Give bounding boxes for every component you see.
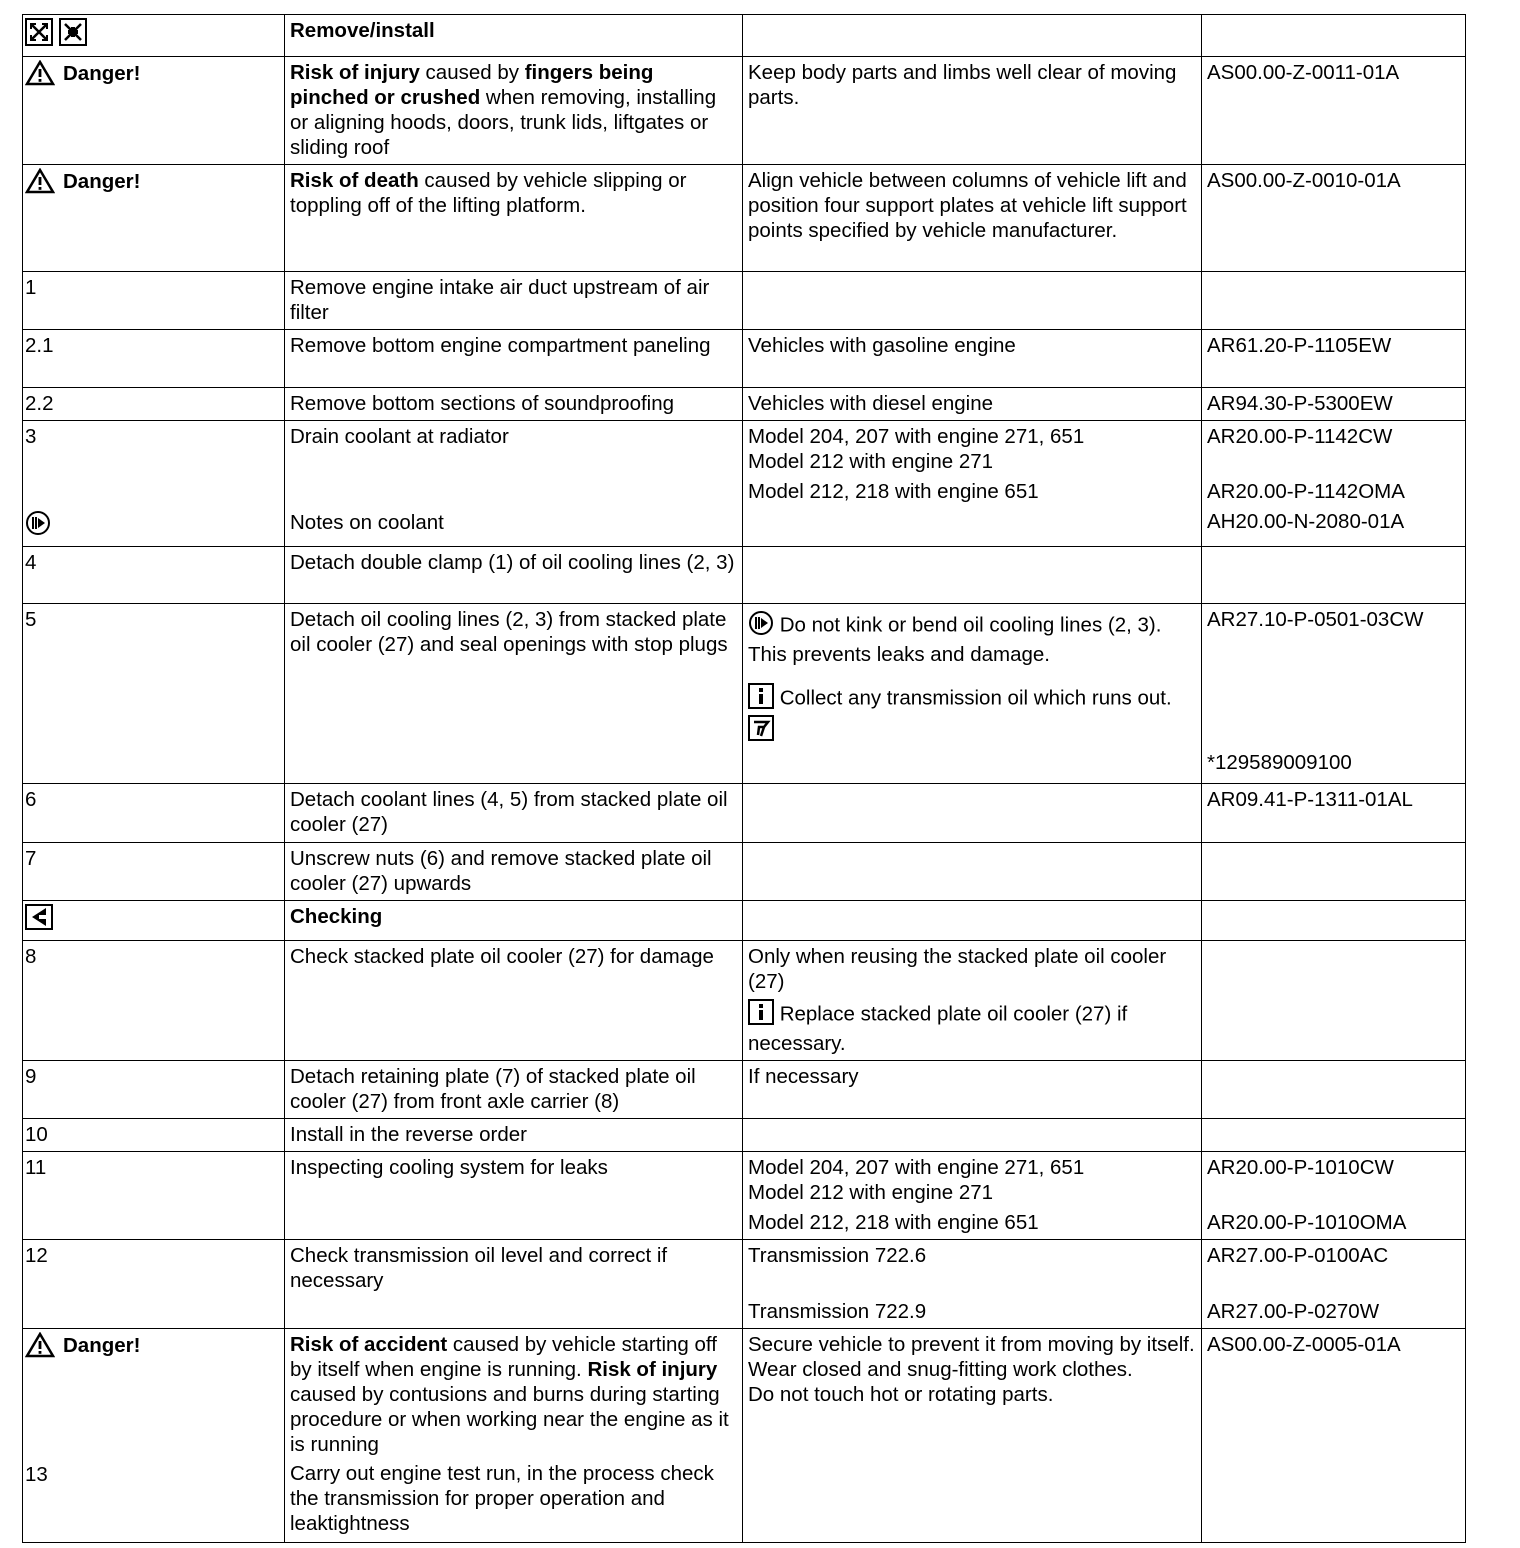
table-row xyxy=(23,547,1466,604)
step-number: 3 xyxy=(25,425,37,448)
reference-link[interactable]: AR27.10-P-0501-03CW xyxy=(1207,608,1424,631)
table-row xyxy=(23,604,1466,784)
warning-icon xyxy=(25,168,55,194)
table-row xyxy=(23,388,1466,421)
step-number: 2.1 xyxy=(25,334,54,357)
note-text: Keep body parts and limbs well clear of moving parts. xyxy=(748,61,1177,109)
reference-link[interactable]: AR61.20-P-1105EW xyxy=(1207,334,1392,357)
warning-icon xyxy=(25,60,55,86)
danger-badge xyxy=(25,60,140,86)
step-text: Notes on coolant xyxy=(290,511,444,534)
step-number: 12 xyxy=(25,1244,48,1267)
reference-link[interactable]: AS00.00-Z-0010-01A xyxy=(1207,169,1401,192)
danger-label: Danger! xyxy=(63,61,141,85)
reference-link[interactable]: AS00.00-Z-0011-01A xyxy=(1207,61,1400,84)
reference-link[interactable]: AR27.00-P-0270W xyxy=(1207,1300,1380,1323)
table-row xyxy=(23,901,1466,941)
step-number: 13 xyxy=(25,1463,48,1486)
info-icon xyxy=(748,683,774,715)
note-text: Model 204, 207 with engine 271, 651 xyxy=(748,1156,1085,1179)
note-text: Transmission 722.9 xyxy=(748,1300,927,1323)
step-number: 10 xyxy=(25,1123,48,1146)
step-text: Drain coolant at radiator xyxy=(290,425,509,448)
reference-link[interactable]: AH20.00-N-2080-01A xyxy=(1207,510,1405,533)
step-number: 8 xyxy=(25,945,37,968)
step-number: 4 xyxy=(25,551,37,574)
step-number: 6 xyxy=(25,788,37,811)
table-row xyxy=(23,330,1466,388)
table-row xyxy=(23,1240,1466,1329)
risk-type: Risk of death xyxy=(290,169,419,192)
danger-badge xyxy=(25,1332,140,1358)
step-number: 1 xyxy=(25,276,37,299)
remove-icon xyxy=(25,18,53,52)
step-text: Detach oil cooling lines (2, 3) from stacked plate oil cooler (27) and seal openings with stop plugs xyxy=(290,608,728,656)
table-row xyxy=(23,15,1466,57)
risk-type: Risk of injury xyxy=(587,1358,718,1381)
step-text: Remove engine intake air duct upstream of air filter xyxy=(290,276,710,324)
note-text: Model 212 with engine 271 xyxy=(748,1181,994,1204)
risk-text: caused by vehicle starting off by itself when engine is running. xyxy=(290,1333,717,1381)
note-text: Collect any transmission oil which runs out. xyxy=(774,686,1172,710)
note-text: Align vehicle between columns of vehicle lift and position four support plates at vehicle lift support points specified by vehicle manufacturer. xyxy=(748,169,1187,242)
table-row xyxy=(23,165,1466,272)
step-text: Install in the reverse order xyxy=(290,1123,528,1146)
step-number: 2.2 xyxy=(25,392,54,415)
note-text: Transmission 722.6 xyxy=(748,1244,927,1267)
step-number: 11 xyxy=(25,1156,47,1179)
table-row xyxy=(23,272,1466,330)
table-row xyxy=(23,57,1466,165)
checking-icon xyxy=(25,904,53,936)
step-text: Check stacked plate oil cooler (27) for damage xyxy=(290,945,714,968)
table-row xyxy=(23,784,1466,843)
reference-link[interactable]: AR27.00-P-0100AC xyxy=(1207,1244,1389,1267)
table-row xyxy=(23,1329,1466,1543)
step-text: Inspecting cooling system for leaks xyxy=(290,1156,608,1179)
step-text: Remove bottom engine compartment paneling xyxy=(290,334,711,357)
step-number: 7 xyxy=(25,847,37,870)
section-title: Remove/install xyxy=(290,19,435,42)
risk-type: Risk of accident xyxy=(290,1333,448,1356)
reference-link[interactable]: AR09.41-P-1311-01AL xyxy=(1207,788,1413,811)
note-text: Replace stacked plate oil cooler (27) if necessary. xyxy=(748,1002,1128,1055)
note-text: Vehicles with gasoline engine xyxy=(748,334,1016,357)
reference-link[interactable]: AR20.00-P-1010OMA xyxy=(1207,1211,1407,1234)
danger-badge xyxy=(25,168,140,194)
reference-link[interactable]: AR20.00-P-1142CW xyxy=(1207,425,1393,448)
note-text: Do not kink or bend oil cooling lines (2, 3). This prevents leaks and damage. xyxy=(748,613,1162,666)
risk-text: when removing, installing or aligning hoods, doors, trunk lids, liftgates or sliding roof xyxy=(290,86,717,159)
note-text: Model 212, 218 with engine 651 xyxy=(748,480,1039,503)
reference-link[interactable]: AR20.00-P-1010CW xyxy=(1207,1156,1394,1179)
step-text: Detach coolant lines (4, 5) from stacked plate oil cooler (27) xyxy=(290,788,728,836)
table-row xyxy=(23,1119,1466,1152)
danger-label: Danger! xyxy=(63,169,141,193)
note-icon xyxy=(748,610,774,642)
note-text: Secure vehicle to prevent it from moving by itself. xyxy=(748,1333,1195,1356)
table-row xyxy=(23,1061,1466,1119)
risk-type: Risk of injury xyxy=(290,61,420,84)
note-text: Model 204, 207 with engine 271, 651 xyxy=(748,425,1085,448)
risk-text: caused by vehicle slipping or toppling off of the lifting platform. xyxy=(290,169,687,217)
risk-text: caused by contusions and burns during starting procedure or when working near the engine as it is running xyxy=(290,1383,729,1456)
note-text: Wear closed and snug-fitting work clothes. xyxy=(748,1358,1133,1381)
table-row xyxy=(23,421,1466,547)
install-icon xyxy=(59,18,87,52)
note-text: If necessary xyxy=(748,1065,859,1088)
reference-link[interactable]: AR20.00-P-1142OMA xyxy=(1207,480,1405,503)
step-text: Unscrew nuts (6) and remove stacked plate oil cooler (27) upwards xyxy=(290,847,712,895)
table-row xyxy=(23,941,1466,1061)
table-row xyxy=(23,1152,1466,1240)
step-text: Detach double clamp (1) of oil cooling lines (2, 3) xyxy=(290,551,735,574)
reference-link[interactable]: AS00.00-Z-0005-01A xyxy=(1207,1333,1401,1356)
table-row xyxy=(23,843,1466,901)
risk-cause: fingers being pinched or crushed xyxy=(290,61,654,109)
risk-text: caused by xyxy=(419,61,525,84)
info-icon xyxy=(748,999,774,1031)
reference-link[interactable]: AR94.30-P-5300EW xyxy=(1207,392,1393,415)
note-text: Do not touch hot or rotating parts. xyxy=(748,1383,1054,1406)
section-title: Checking xyxy=(290,905,383,928)
note-text: Only when reusing the stacked plate oil cooler (27) xyxy=(748,945,1167,993)
special-tool-icon xyxy=(748,715,774,747)
step-text: Carry out engine test run, in the process check the transmission for proper operation and leaktightness xyxy=(290,1462,714,1535)
step-number: 5 xyxy=(25,608,37,631)
note-text: Vehicles with diesel engine xyxy=(748,392,994,415)
step-number: 9 xyxy=(25,1065,37,1088)
warning-icon xyxy=(25,1332,55,1358)
note-icon xyxy=(25,510,51,542)
part-number: *129589009100 xyxy=(1207,751,1352,774)
step-text: Detach retaining plate (7) of stacked plate oil cooler (27) from front axle carrier (8) xyxy=(290,1065,696,1113)
step-text: Remove bottom sections of soundproofing xyxy=(290,392,675,415)
procedure-table xyxy=(22,14,1466,1543)
step-text: Check transmission oil level and correct if necessary xyxy=(290,1244,668,1292)
note-text: Model 212 with engine 271 xyxy=(748,450,994,473)
danger-label: Danger! xyxy=(63,1333,141,1357)
note-text: Model 212, 218 with engine 651 xyxy=(748,1211,1039,1234)
